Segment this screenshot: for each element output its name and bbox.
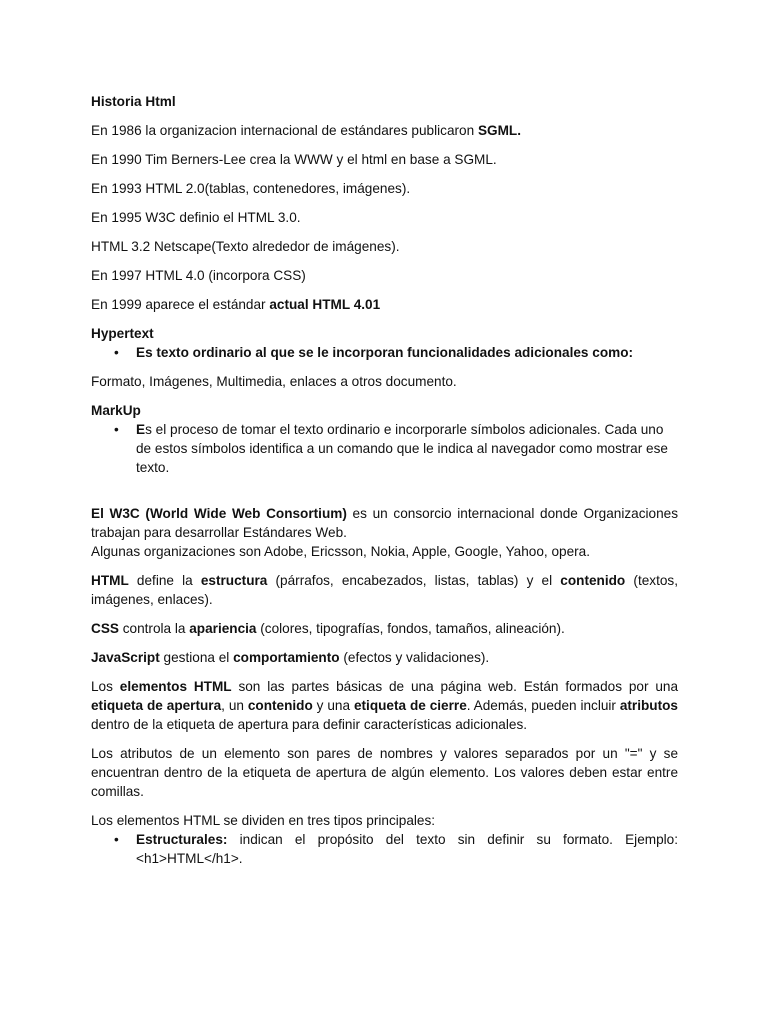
history-line-html32: HTML 3.2 Netscape(Texto alrededor de imágenes). — [91, 239, 400, 254]
css-term: CSS — [91, 621, 119, 636]
html-def-bold-3: contenido — [560, 573, 626, 588]
history-line-1995: En 1995 W3C definio el HTML 3.0. — [91, 210, 301, 225]
html-definition — [91, 571, 678, 609]
bullet-icon: • — [114, 422, 119, 437]
elements-bold-1: elementos HTML — [119, 679, 232, 694]
html-term: HTML — [91, 573, 129, 588]
elements-text-4: . Además, pueden incluir — [466, 698, 620, 713]
hypertext-item-text: Es texto ordinario al que se le incorporan funcionalidades adicionales como: — [136, 345, 634, 360]
elements-text-2: , un — [221, 698, 248, 713]
markup-item-text: s el proceso de tomar el texto ordinario e incorporarle símbolos adicionales. Cada uno de estos símbolos identifica a un comando que le indica al navegador como mostrar ese texto. — [136, 422, 668, 475]
html-def-text-3: (textos, imágenes, enlaces). — [91, 573, 678, 607]
css-def-text-1: controla la — [118, 621, 190, 636]
list-item — [91, 420, 678, 477]
js-def-text-1: gestiona el — [159, 650, 234, 665]
bullet-icon: • — [114, 832, 119, 847]
history-line-1999-bold: actual HTML 4.01 — [269, 297, 381, 312]
history-line-1999-text: En 1999 aparece el estándar — [91, 297, 270, 312]
history-line-1993: En 1993 HTML 2.0(tablas, contenedores, imágenes). — [91, 181, 411, 196]
elements-text-0: Los — [91, 679, 120, 694]
history-line-1997: En 1997 HTML 4.0 (incorpora CSS) — [91, 268, 306, 283]
elements-text-3: y una — [312, 698, 354, 713]
w3c-bold: El W3C (World Wide Web Consortium) — [91, 506, 347, 521]
history-line-1986-text: En 1986 la organizacion internacional de estándares publicaron — [91, 123, 478, 138]
w3c-paragraph — [91, 504, 678, 561]
elements-text-1: son las partes básicas de una página web. Están formados por una — [231, 679, 679, 694]
elements-paragraph — [91, 677, 678, 734]
js-term: JavaScript — [91, 650, 160, 665]
elements-bold-3: contenido — [247, 698, 313, 713]
html-def-text-1: define la — [128, 573, 201, 588]
history-line-1986-bold: SGML. — [477, 123, 521, 138]
markup-title: MarkUp — [91, 403, 141, 418]
markup-first-letter: E — [136, 422, 146, 437]
hypertext-followup: Formato, Imágenes, Multimedia, enlaces a otros documento. — [91, 374, 457, 389]
js-def-bold-2: comportamiento — [233, 650, 340, 665]
bullet-icon: • — [114, 345, 119, 360]
w3c-organizations: Algunas organizaciones son Adobe, Ericsson, Nokia, Apple, Google, Yahoo, opera. — [91, 544, 591, 559]
types-intro: Los elementos HTML se dividen en tres tipos principales: — [91, 813, 436, 828]
types-item-text: indican el propósito del texto sin definir su formato. Ejemplo: <h1>HTML</h1>. — [136, 832, 678, 866]
css-def-text-2: (colores, tipografías, fondos, tamaños, alineación). — [256, 621, 565, 636]
css-def-bold-2: apariencia — [189, 621, 257, 636]
html-def-bold-2: estructura — [200, 573, 268, 588]
markup-list — [91, 420, 678, 477]
html-def-text-2: (párrafos, encabezados, listas, tablas) y el — [267, 573, 561, 588]
elements-bold-2: etiqueta de apertura — [91, 698, 222, 713]
list-item — [91, 343, 678, 362]
history-line-1990: En 1990 Tim Berners-Lee crea la WWW y el html en base a SGML. — [91, 152, 497, 167]
types-list — [91, 830, 678, 868]
list-item — [91, 830, 678, 868]
types-item-bold: Estructurales: — [136, 832, 228, 847]
elements-bold-5: atributos — [619, 698, 678, 713]
document-page — [91, 92, 678, 868]
css-definition — [91, 619, 678, 638]
history-title: Historia Html — [91, 94, 176, 109]
history-line-1986 — [91, 121, 678, 140]
history-line-1999 — [91, 295, 678, 314]
elements-bold-4: etiqueta de cierre — [353, 698, 467, 713]
hypertext-list — [91, 343, 678, 362]
hypertext-title: Hypertext — [91, 326, 154, 341]
js-definition — [91, 648, 678, 667]
elements-text-5: dentro de la etiqueta de apertura para definir características adicionales. — [91, 717, 528, 732]
w3c-text: es un consorcio internacional donde Organizaciones trabajan para desarrollar Estándares Web. — [91, 506, 678, 540]
attributes-paragraph: Los atributos de un elemento son pares de nombres y valores separados por un "=" y se encuentran dentro de la etiqueta de apertura de algún elemento. Los valores deben estar entre comillas. — [91, 746, 678, 799]
js-def-text-2: (efectos y validaciones). — [339, 650, 490, 665]
